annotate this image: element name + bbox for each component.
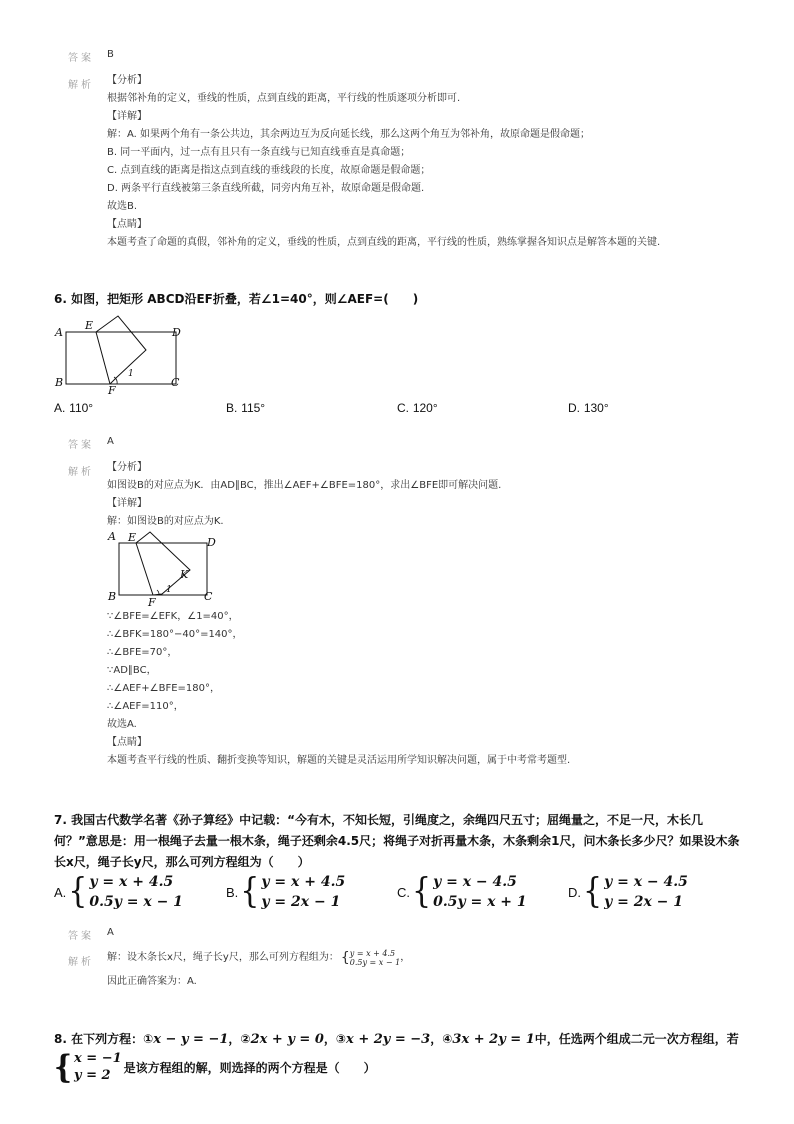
- circled-number: ，②: [228, 1032, 251, 1046]
- analysis-label: 解析: [68, 957, 94, 968]
- option-text: 115°: [241, 401, 266, 415]
- answer-label: 答案: [68, 440, 94, 451]
- analysis-line: D. 两条平行直线被第三条直线所截，同旁内角互补，故原命题是假命题.: [107, 183, 425, 194]
- analysis-line: 解：A. 如果两个角有一条公共边，其余两边互为反向延长线，那么这两个角互为邻补角，故原命题是假命题；: [107, 129, 591, 140]
- label-a: A: [55, 326, 63, 339]
- label-f: F: [148, 596, 156, 608]
- label-e: E: [85, 319, 94, 332]
- circled-number: ，④: [430, 1032, 453, 1046]
- label-b: B: [55, 376, 64, 389]
- rectangle-abcd: [66, 332, 176, 384]
- brace-icon: {: [240, 871, 260, 912]
- analysis-line: 根据邻补角的定义，垂线的性质，点到直线的距离，平行线的性质逐项分析即可.: [107, 93, 461, 104]
- analysis-line: 故选B.: [107, 201, 138, 212]
- label-d: D: [207, 536, 216, 549]
- analysis-line: ∴∠AEF+∠BFE=180°，: [107, 683, 220, 694]
- option-text: 110°: [69, 401, 94, 415]
- option-a[interactable]: [54, 401, 93, 415]
- analysis-line: 【详解】: [107, 498, 147, 509]
- equation: y = 2x − 1: [604, 894, 684, 910]
- fold-diagram-question: [52, 314, 192, 396]
- option-letter: A.: [54, 884, 67, 900]
- question-text: 是该方程组的解，则选择的两个方程是（ ）: [123, 1060, 376, 1075]
- analysis-line: 故选A.: [107, 719, 137, 730]
- option-d[interactable]: [568, 872, 688, 912]
- analysis-line: C. 点到直线的距离是指这点到直线的垂线段的长度，故原命题是假命题；: [107, 165, 431, 176]
- equation: y = x + 4.5: [89, 874, 174, 890]
- equation: x = −1: [74, 1051, 122, 1066]
- answer-label: 答案: [68, 53, 94, 64]
- brace-icon: {: [68, 871, 88, 912]
- option-letter: D.: [568, 884, 581, 900]
- analysis-line: B. 同一平面内，过一点有且只有一条直线与已知直线垂直是真命题；: [107, 147, 411, 158]
- analysis-line: 如图设B的对应点为K．由AD∥BC，推出∠AEF+∠BFE=180°，求出∠BFE即可解决问题.: [107, 480, 502, 491]
- equation: y = 2x − 1: [261, 894, 341, 910]
- brace-icon: {: [412, 871, 432, 912]
- question-text: 中，任选两个组成二元一次方程组，若: [534, 1032, 739, 1046]
- analysis-block: [107, 608, 570, 770]
- fold-line-ef: [136, 543, 153, 595]
- analysis-line: 解：如图设B的对应点为K.: [107, 516, 224, 527]
- option-letter: C.: [397, 884, 410, 900]
- option-letter: C.: [397, 401, 409, 415]
- analysis-label: 解析: [68, 467, 94, 478]
- equation: 0.5y = x − 1: [349, 958, 401, 967]
- question-line: 长x尺，绳子长y尺，那么可列方程组为（ ）: [54, 855, 310, 869]
- analysis-line: ∴∠AEF=110°，: [107, 701, 184, 712]
- option-c[interactable]: [397, 872, 527, 912]
- analysis-label: 解析: [68, 80, 94, 91]
- question-text: 8. 在下列方程：: [54, 1032, 144, 1046]
- answer-value: A: [107, 436, 114, 447]
- analysis-line: 【分析】: [107, 462, 147, 473]
- equation: 0.5y = x + 1: [433, 894, 527, 910]
- analysis-line: 本题考查平行线的性质、翻折变换等知识，解题的关键是灵活运用所学知识解决问题，属于中考常考题型.: [107, 755, 571, 766]
- equation: x + 2y = −3: [346, 1032, 431, 1047]
- option-letter: B.: [226, 401, 238, 415]
- answer-value: A: [107, 927, 114, 938]
- analysis-line: 【分析】: [107, 75, 147, 86]
- option-letter: B.: [226, 884, 239, 900]
- question-7-text: [54, 810, 740, 873]
- label-a: A: [108, 530, 116, 543]
- label-k: K: [180, 568, 189, 581]
- option-letter: D.: [568, 401, 580, 415]
- analysis-line: ∴∠BFK=180°−40°=140°，: [107, 629, 243, 640]
- circled-number: ①: [143, 1032, 154, 1046]
- circled-number: ，③: [323, 1032, 347, 1046]
- equation: 3x + 2y = 1: [452, 1032, 535, 1047]
- label-f: F: [108, 384, 116, 396]
- analysis-line: ∴∠BFE=70°，: [107, 647, 178, 658]
- label-c: C: [204, 590, 213, 603]
- solution-text: 解：设木条长x尺，绳子长y尺，那么可列方程组为：: [107, 952, 339, 963]
- equation: y = x + 4.5: [349, 949, 396, 958]
- solution-tail: ，: [400, 952, 411, 963]
- equation: x − y = −1: [153, 1032, 229, 1047]
- option-a[interactable]: [54, 872, 183, 912]
- option-c[interactable]: [397, 401, 438, 415]
- label-d: D: [172, 326, 181, 339]
- analysis-line: 本题考查了命题的真假，邻补角的定义，垂线的性质，点到直线的距离，平行线的性质，熟练掌握各知识点是解答本题的关键.: [107, 237, 661, 248]
- option-text: 130°: [583, 401, 609, 415]
- analysis-line: 【点睛】: [107, 737, 147, 748]
- analysis-block: [107, 459, 501, 531]
- label-e: E: [128, 531, 137, 544]
- folded-flap: [136, 532, 190, 595]
- option-d[interactable]: [568, 401, 609, 415]
- brace-icon: {: [54, 1047, 73, 1086]
- fold-line-ef: [96, 332, 110, 384]
- analysis-line: 【点睛】: [107, 219, 147, 230]
- option-b[interactable]: [226, 401, 265, 415]
- folded-flap: [96, 316, 146, 384]
- question-8-line-2: [54, 1047, 376, 1086]
- answer-label: 答案: [68, 931, 94, 942]
- option-b[interactable]: [226, 872, 345, 912]
- analysis-line: ∵AD∥BC，: [107, 665, 157, 676]
- equation: y = x − 4.5: [433, 874, 517, 890]
- option-letter: A.: [54, 401, 66, 415]
- brace-icon: {: [340, 950, 350, 966]
- label-c: C: [171, 376, 180, 389]
- label-angle-1: 1: [166, 585, 172, 595]
- question-line: 何？”意思是：用一根绳子去量一根木条，绳子还剩余4.5尺；将绳子对折再量木条，木条剩余1尺，问木条长多少尺？如果设木条: [54, 834, 740, 848]
- question-6-text: 6. 如图，把矩形 ABCD沿EF折叠，若∠1=40°，则∠AEF=( ): [54, 292, 419, 306]
- equation: y = 2: [74, 1068, 111, 1083]
- equation: y = x − 4.5: [604, 874, 688, 890]
- label-b: B: [108, 590, 117, 603]
- label-angle-1: 1: [128, 369, 134, 379]
- analysis-line: 【详解】: [107, 111, 147, 122]
- fold-diagram-solution: [106, 530, 218, 608]
- equation: 0.5y = x − 1: [89, 894, 183, 910]
- analysis-line: ∵∠BFE=∠EFK，∠1=40°，: [107, 611, 239, 622]
- question-line: 7. 我国古代数学名著《孙子算经》中记载：“今有木，不知长短，引绳度之，余绳四尺五寸；屈绳量之，不足一尺，木长几: [54, 813, 703, 827]
- equation: y = x + 4.5: [261, 874, 346, 890]
- rectangle-abcd: [119, 543, 207, 595]
- option-text: 120°: [412, 401, 438, 415]
- conclusion-line: 因此正确答案为：A.: [107, 976, 197, 987]
- analysis-block: [107, 72, 660, 252]
- answer-value: B: [107, 49, 114, 60]
- question-8-line-1: [54, 1030, 739, 1047]
- solution-line: [107, 949, 410, 967]
- brace-icon: {: [583, 871, 603, 912]
- equation: 2x + y = 0: [250, 1032, 324, 1047]
